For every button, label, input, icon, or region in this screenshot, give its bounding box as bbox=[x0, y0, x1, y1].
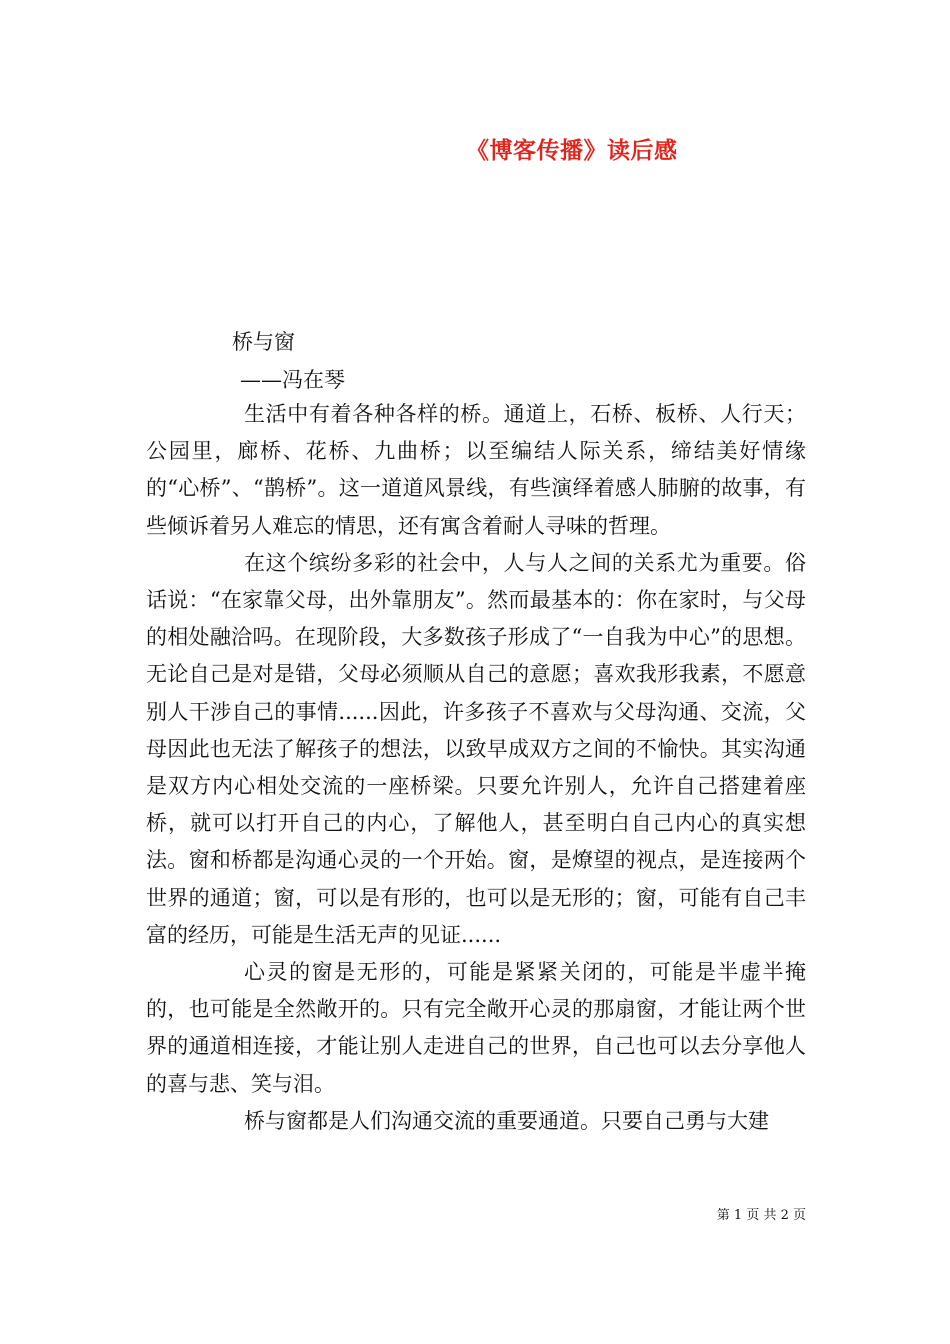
body-text bbox=[146, 396, 806, 1140]
paragraph: 心灵的窗是无形的，可能是紧紧关闭的，可能是半虚半掩的，也可能是全然敞开的。只有完全敞开心灵的那扇窗，才能让两个世界的通道相连接，才能让别人走进自己的世界，自己也可以去分享他人的喜与悲、笑与泪。 bbox=[146, 960, 806, 1096]
author-line: ——冯在琴 bbox=[240, 368, 345, 392]
document-title: 《博客传播》读后感 bbox=[466, 137, 678, 164]
paragraph: 桥与窗都是人们沟通交流的重要通道。只要自己勇与大建 bbox=[244, 1108, 769, 1133]
page-footer: 第 1 页 共 2 页 bbox=[716, 1208, 806, 1223]
paragraph: 在这个缤纷多彩的社会中，人与人之间的关系尤为重要。俗话说：“在家靠父母，出外靠朋友”。然而最基本的：你在家时，与父母的相处融洽吗。在现阶段，大多数孩子形成了“一自我为中心”的思想。无论自己是对是错，父母必须顺从自己的意愿；喜欢我形我素，不愿意别人干涉自己的事情......因此，许多孩子不喜欢与父母沟通、交流，父母因此也无法了解孩子的想法，以致早成双方之间的不愉快。其实沟通是双方内心相处交流的一座桥梁。只要允许别人，允许自己搭建着座桥，就可以打开自己的内心，了解他人，甚至明白自己内心的真实想法。窗和桥都是沟通心灵的一个开始。窗，是燎望的视点，是连接两个世界的通道；窗，可以是有形的，也可以是无形的；窗，可能有自己丰富的经历，可能是生活无声的见证...... bbox=[146, 550, 806, 947]
paragraph: 生活中有着各种各样的桥。通道上，石桥、板桥、人行天；公园里，廊桥、花桥、九曲桥；以至编结人际关系，缔结美好情缘的“心桥”、“鹊桥”。这一道道风景线，有些演绎着感人肺腑的故事，有些倾诉着另人难忘的情思，还有寓含着耐人寻味的哲理。 bbox=[146, 402, 806, 538]
subtitle: 桥与窗 bbox=[232, 330, 295, 354]
